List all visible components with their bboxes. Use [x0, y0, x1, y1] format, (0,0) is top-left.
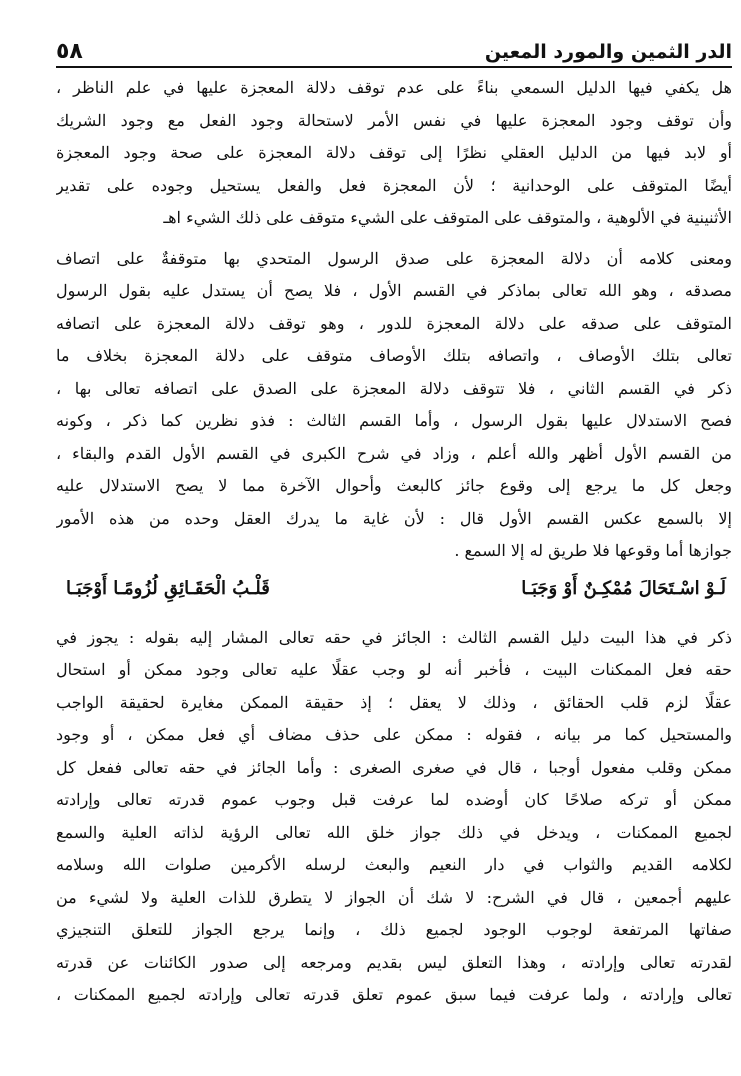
text-line: أو لابد فيها من الدليل العقلي نظرًا إلى توقف دلالة المعجزة على صحة وجود المعجزة	[56, 143, 732, 162]
book-page	[56, 28, 732, 1012]
paragraph	[56, 72, 732, 235]
text-line: فصح الاستدلال عليها بقول الرسول ، وأما القسم الثالث : فذو نظرين كما ذكر ، وكونه	[56, 411, 732, 430]
text-line: ومعنى كلامه أن دلالة المعجزة على صدق الرسول المتحدي بها متوقفةٌ على اتصاف	[56, 248, 732, 268]
text-line: حقه فعل الممكنات البيت ، فأخبر أنه لو وجب عقلًا عليه تعالى وجود ممكن أو استحال	[56, 660, 732, 679]
text-line: وأن توقف وجود المعجزة عليها في نفس الأمر لاستحالة وجود الفعل مع وجود الشريك	[56, 110, 732, 130]
text-line: والمستحيل كما مر بيانه ، فقوله : ممكن على حذف مضاف أي فعل ممكن ، أو وجود	[56, 725, 732, 744]
text-line: لكلامه القديم والثواب في دار النعيم والبعث لرسله الأكرمين صلوات الله وسلامه	[56, 855, 732, 874]
text-line: عليهم أجمعين ، قال في الشرح: لا شك أن الجواز لا يتطرق للذات العلية ولا لشيء من	[56, 887, 732, 907]
paragraph	[56, 622, 732, 1012]
text-line: جوازها أما وقوعها فلا طريق له إلا السمع .	[454, 541, 732, 560]
text-line: من القسم الأول أظهر والله أعلم ، وزاد في شرح الكبرى في القسم الأول القدم والبقاء ،	[56, 443, 732, 463]
text-line: أيضًا المتوقف على الوحدانية ؛ لأن المعجزة فعل والفعل يستحيل وجوده على تقدير	[56, 175, 732, 195]
running-title: الدر الثمين والمورد المعين	[484, 41, 732, 63]
text-line: ممكن وقلب مفعول أوجبا ، قال في صغرى الصغرى : وأما الجائز في حقه تعالى ففعل كل	[56, 757, 732, 777]
text-line: عقلًا لزم قلب الحقائق ، وذلك لا يعقل ؛ إذ حقيقة الممكن مغايرة لحقيقة الواجب	[56, 692, 732, 712]
page-number: ٥٨	[56, 39, 83, 64]
text-line: تعالى بتلك الأوصاف ، واتصافه بتلك الأوصاف متوقف على دلالة المعجزة بخلاف ما	[56, 346, 732, 365]
text-line: ذكر في هذا البيت دليل القسم الثالث : الجائز في حقه تعالى المشار إليه بقوله : يجوز في	[56, 627, 732, 647]
text-line: مصدقه ، وهو الله تعالى بماذكر في القسم الأول ، فلا يصح أن يستدل عليه بقول الرسول	[56, 281, 732, 300]
text-line: المتوقف على صدقه على دلالة المعجزة للدور ، وهو توقف دلالة المعجزة على اتصافه	[56, 313, 732, 333]
poem-verse	[56, 568, 732, 610]
text-line: ذكر في القسم الثاني ، فلا تتوقف دلالة المعجزة على الصدق على اتصافه تعالى بها ،	[56, 378, 732, 398]
page-header	[56, 28, 732, 68]
first-hemistich: لَـوْ اسْـتَحَالَ مُمْكِـنٌ أَوْ وَجَبَـا	[521, 577, 726, 599]
second-hemistich: قَلْـبُ الْحَقَـائِقِ لُزُومًـا أَوْجَبَـا	[66, 577, 270, 599]
text-line: لجميع الممكنات ، ويدخل في ذلك جواز خلق الله تعالى الرؤية لذاته العلية والسمع	[56, 822, 732, 842]
text-line: لقدرته تعالى وإرادته ، وهذا التعلق ليس بقديم ومرجعه إلى صدور الكائنات عن قدرته	[56, 952, 732, 972]
text-line: هل يكفي فيها الدليل السمعي بناءً على عدم توقف دلالة المعجزة عليها في علم الناظر ،	[56, 78, 732, 97]
paragraph	[56, 243, 732, 568]
text-line: صفاتها المرتفعة لوجوب الوجود لجميع ذلك ، وإنما يرجع الجواز للتعلق التنجيزي	[56, 920, 732, 939]
body-text	[56, 72, 732, 1012]
text-line: تعالى وإرادته ، ولما عرفت فيما سبق عموم تعلق قدرته تعالى وإرادته لجميع الممكنات ،	[56, 985, 732, 1004]
text-line: وجعل كل ما يرجع إلى وقوع جائز كالبعث وأحوال الآخرة مما لا يصح الاستدلال عليه	[56, 476, 732, 495]
text-line: الأثنينية في الألوهية ، والمتوقف على المتوقف على الشيء متوقف على ذلك الشيء اهـ	[163, 208, 732, 227]
text-line: ممكن أو تركه صلاحًا كان أوضده لما عرفت قبل وجوب عموم قدرته تعالى وإرادته	[56, 790, 732, 809]
text-line: إلا بالسمع عكس القسم الأول قال : لأن غاية ما يدرك العقل وحده من هذه الأمور	[56, 508, 732, 528]
